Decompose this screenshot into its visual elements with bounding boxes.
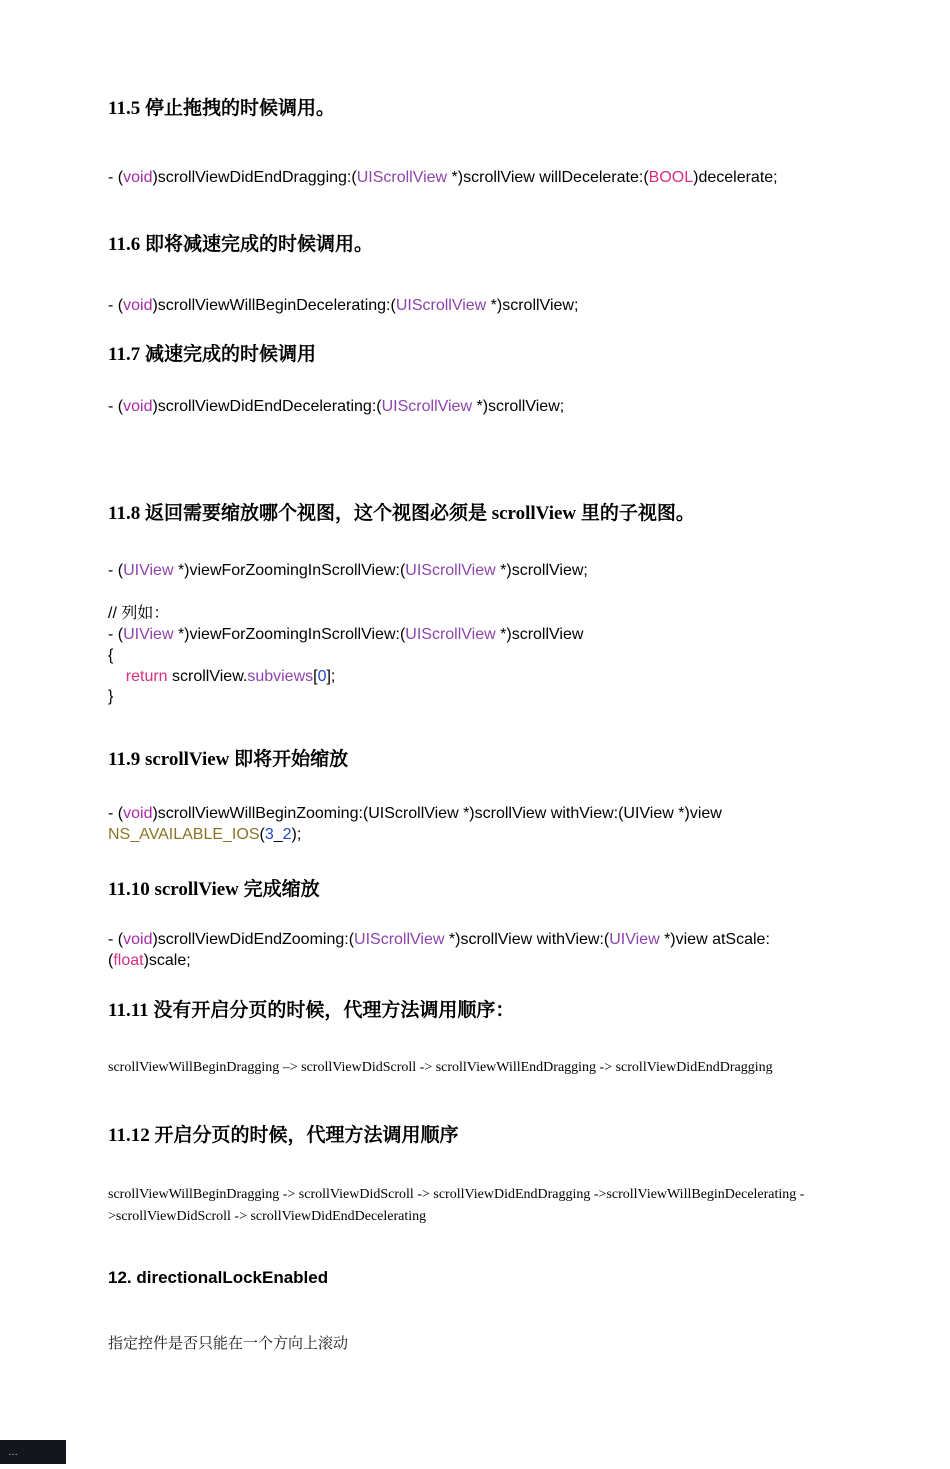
code-line-11-10-cont [108, 951, 850, 972]
footer-status-badge: … [0, 1440, 66, 1464]
code-line-11-5 [108, 168, 850, 189]
code-line-11-9 [108, 804, 850, 825]
code-token-kw: void [123, 397, 153, 415]
code-token: { [108, 646, 114, 664]
code-token: )scrollViewWillBeginDecelerating:( [152, 297, 396, 315]
code-token: *)scrollView [495, 625, 584, 643]
code-token-kw: void [123, 168, 153, 186]
code-token-type: UIScrollView [354, 931, 445, 949]
code-token: ( [259, 825, 265, 843]
code-line-11-9-cont [108, 825, 850, 846]
code-token: - ( [108, 297, 124, 315]
code-token: ); [291, 825, 302, 843]
code-token: // 列如： [108, 605, 170, 623]
code-example-11-8 [108, 604, 850, 708]
paragraph-11-11: scrollViewWillBeginDragging –> scrollViewDidScroll -> scrollViewWillEndDragging -> scrollViewDidEndDragging [108, 1059, 773, 1075]
code-line-11-7 [108, 397, 850, 418]
code-token-type: UIView [123, 562, 174, 580]
section-heading-11-7: 11.7 减速完成的时候调用 [108, 344, 316, 366]
code-token-num: 0 [317, 667, 327, 685]
code-token [108, 668, 126, 685]
code-token-kw: void [123, 804, 153, 822]
code-token-type: UIView [609, 931, 660, 949]
code-token: )scale; [143, 952, 191, 970]
code-token: )scrollViewDidEndDecelerating:( [152, 397, 382, 415]
section-heading-11-12: 11.12 开启分页的时候，代理方法调用顺序 [108, 1125, 459, 1147]
paragraph-11-12: scrollViewWillBeginDragging -> scrollViewDidScroll -> scrollViewDidEndDragging ->scrollViewWillBeginDecelerating ->scrollViewDidScroll -> scrollViewDidEndDecelerating [108, 1187, 805, 1224]
code-token-macro: NS_AVAILABLE_IOS [108, 825, 260, 843]
code-token: *)scrollView withView:( [444, 931, 610, 949]
paragraph-12: 指定控件是否只能在一个方向上滚动 [108, 1335, 349, 1352]
code-token: scrollView. [167, 667, 248, 685]
code-token: - ( [108, 625, 124, 643]
code-token: *)scrollView; [495, 562, 588, 580]
code-token-type: UIView [123, 625, 174, 643]
code-token-num: 3 [264, 825, 274, 843]
code-token-kw: void [123, 931, 153, 949]
section-heading-11-9: 11.9 scrollView 即将开始缩放 [108, 749, 349, 771]
code-token: - ( [108, 397, 124, 415]
code-token: ( [108, 952, 114, 970]
code-line-11-10 [108, 930, 850, 951]
code-token: - ( [108, 168, 124, 186]
section-heading-11-10: 11.10 scrollView 完成缩放 [108, 878, 320, 900]
code-token: )decelerate; [693, 168, 778, 186]
code-token: *)scrollView; [472, 397, 565, 415]
code-line [108, 667, 850, 688]
section-heading-11-8: 11.8 返回需要缩放哪个视图，这个视图必须是 scrollView 里的子视图。 [108, 502, 695, 524]
code-token: )scrollViewDidEndZooming:( [152, 931, 355, 949]
code-line-11-6 [108, 296, 850, 317]
code-token-kw: void [123, 297, 153, 315]
code-token-num: 2 [282, 825, 292, 843]
section-heading-11-5: 11.5 停止拖拽的时候调用。 [108, 98, 335, 119]
code-token: - ( [108, 804, 124, 822]
code-token-type: UIScrollView [395, 297, 487, 315]
code-comment-line [108, 604, 850, 625]
code-token: ]; [326, 667, 336, 685]
code-token: *)scrollView; [486, 297, 579, 315]
code-token: *)view atScale: [659, 931, 770, 949]
code-token: [ [313, 667, 318, 685]
code-line [108, 687, 850, 708]
code-token: *)viewForZoomingInScrollView:( [173, 625, 406, 643]
code-token-red: BOOL [648, 168, 694, 186]
code-line [108, 625, 850, 646]
section-heading-11-11: 11.11 没有开启分页的时候，代理方法调用顺序： [108, 999, 515, 1021]
code-token: } [108, 688, 114, 706]
code-line-11-8 [108, 561, 850, 582]
code-line [108, 646, 850, 667]
code-token-red: return [125, 667, 168, 685]
code-token: *)scrollView willDecelerate:( [447, 168, 649, 186]
code-token: _ [273, 825, 283, 843]
code-token-type: UIScrollView [405, 562, 496, 580]
section-heading-11-6: 11.6 即将减速完成的时候调用。 [108, 233, 373, 255]
code-token-type: UIScrollView [356, 168, 448, 186]
code-token: )scrollViewWillBeginZooming:(UIScrollView *)scrollView withView:(UIView *)view [152, 804, 722, 822]
code-token-red: float [113, 952, 144, 970]
code-token-type: subviews [247, 667, 314, 685]
section-heading-12: 12. directionalLockEnabled [108, 1268, 329, 1288]
code-token: *)viewForZoomingInScrollView:( [173, 562, 406, 580]
code-token: - ( [108, 931, 124, 949]
code-token-type: UIScrollView [381, 397, 473, 415]
code-token-type: UIScrollView [405, 625, 496, 643]
code-token: - ( [108, 562, 124, 580]
code-token: )scrollViewDidEndDragging:( [152, 168, 357, 186]
